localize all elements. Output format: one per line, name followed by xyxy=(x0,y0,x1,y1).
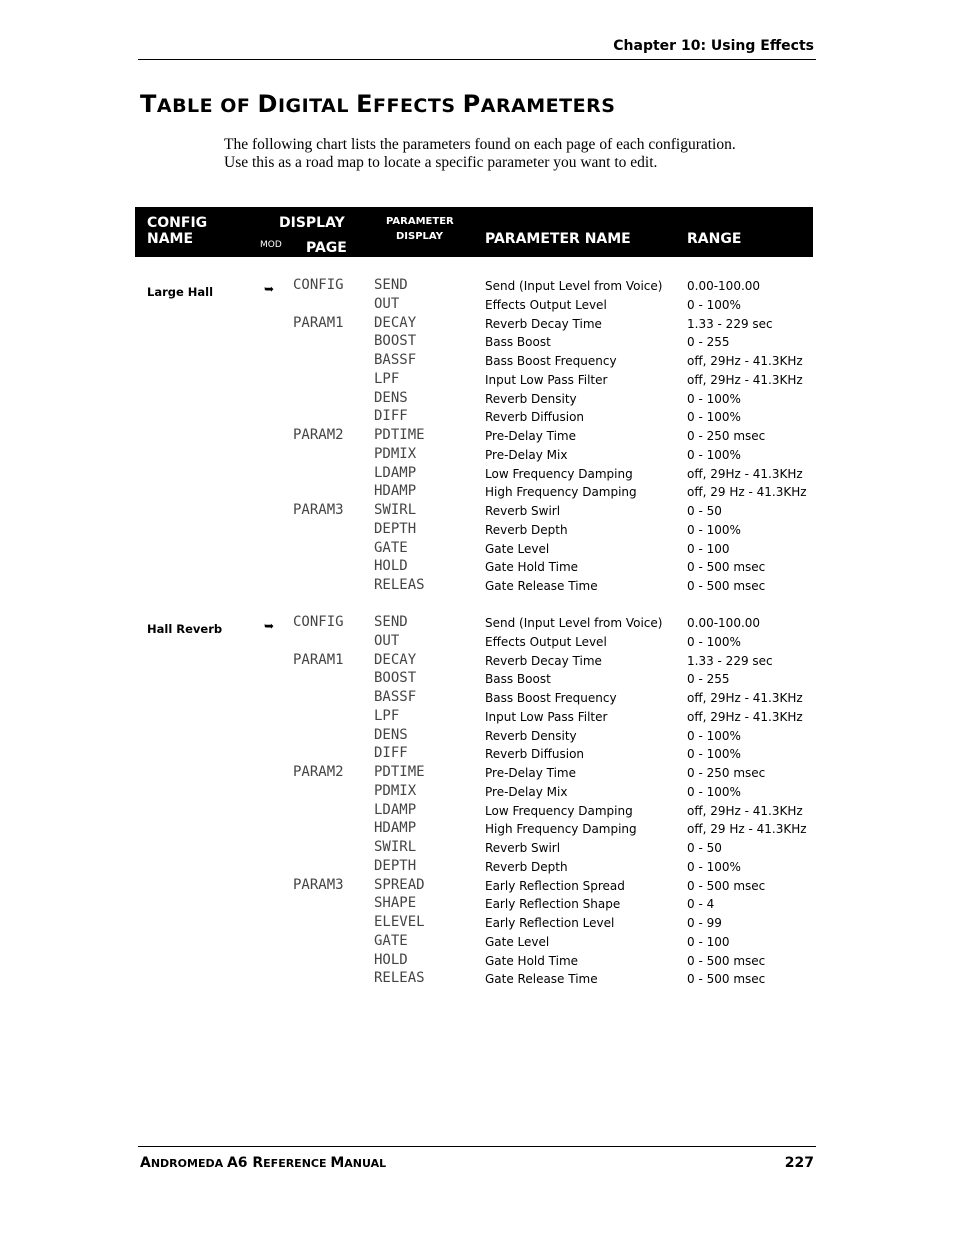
row-parameter-name: Effects Output Level xyxy=(485,297,607,312)
row-range: 0 - 50 xyxy=(687,504,722,518)
row-parameter-name: Reverb Depth xyxy=(485,522,568,537)
row-display: BOOST xyxy=(374,333,417,350)
footer-model: A6 xyxy=(226,1155,253,1171)
row-display: PDMIX xyxy=(374,445,417,462)
row-display: BASSF xyxy=(374,352,417,368)
row-display: LPF xyxy=(374,707,400,724)
row-page: PARAM2 xyxy=(293,427,344,443)
table-row xyxy=(0,521,954,540)
row-display: RELEAS xyxy=(374,577,425,593)
row-range: 0 - 100% xyxy=(687,447,741,462)
config-name: Hall Reverb xyxy=(147,622,223,636)
intro-line-1: The following chart lists the parameters found on each page of each configuration. xyxy=(224,136,736,153)
table-row xyxy=(0,820,954,839)
row-range: 0 - 50 xyxy=(687,841,722,855)
table-row xyxy=(0,783,954,802)
th-param-display: DISPLAY xyxy=(396,231,443,242)
row-page: CONFIG xyxy=(293,277,344,293)
table-row xyxy=(0,839,954,858)
row-display: LDAMP xyxy=(374,464,417,481)
row-page: PARAM3 xyxy=(293,876,344,893)
table-row xyxy=(0,371,954,390)
page-number: 227 xyxy=(784,1155,814,1171)
intro-line-2: Use this as a road map to locate a specific parameter you want to edit. xyxy=(224,154,658,171)
mod-arrow-icon: ➥ xyxy=(264,282,275,296)
row-display: HDAMP xyxy=(374,483,417,500)
row-display: DECAY xyxy=(374,314,417,331)
row-display: GATE xyxy=(374,539,408,556)
row-parameter-name: Reverb Swirl xyxy=(485,504,561,518)
row-display: DECAY xyxy=(374,651,417,668)
row-range: 0 - 99 xyxy=(687,916,722,930)
row-parameter-name: Pre-Delay Mix xyxy=(485,447,568,462)
header-rule xyxy=(138,59,816,60)
row-range: 0 - 100 xyxy=(687,934,730,949)
row-parameter-name: Reverb Density xyxy=(485,391,577,406)
footer-cap-2: R xyxy=(252,1155,264,1171)
row-parameter-name: Bass Boost Frequency xyxy=(485,354,617,368)
row-display: PDMIX xyxy=(374,782,417,799)
table-row xyxy=(0,933,954,952)
title-rest-1: ABLE OF xyxy=(156,95,258,117)
row-parameter-name: Bass Boost Frequency xyxy=(485,691,617,705)
footer-rest-3: ANUAL xyxy=(344,1157,387,1170)
row-range: off, 29Hz - 41.3KHz xyxy=(687,803,803,818)
page-title xyxy=(140,90,615,118)
th-config: CONFIG xyxy=(147,215,208,231)
footer-rest-1: NDROMEDA xyxy=(150,1157,227,1170)
title-cap-4: P xyxy=(462,90,481,118)
table-row xyxy=(0,877,954,896)
row-range: 1.33 - 229 sec xyxy=(687,653,773,668)
row-range: 0.00-100.00 xyxy=(687,616,761,630)
table-row xyxy=(0,633,954,652)
table-row xyxy=(0,333,954,352)
row-parameter-name: Low Frequency Damping xyxy=(485,803,633,818)
row-range: off, 29Hz - 41.3KHz xyxy=(687,354,803,368)
row-parameter-name: Pre-Delay Time xyxy=(485,429,577,443)
th-parameter-name: PARAMETER NAME xyxy=(485,231,631,247)
row-range: off, 29 Hz - 41.3KHz xyxy=(687,822,807,837)
row-range: 0 - 100% xyxy=(687,634,741,649)
row-parameter-name: Early Reflection Shape xyxy=(485,897,621,912)
row-range: 0 - 250 msec xyxy=(687,766,766,780)
chapter-header: Chapter 10: Using Effects xyxy=(613,38,814,54)
config-name: Large Hall xyxy=(147,285,214,299)
row-parameter-name: Pre-Delay Time xyxy=(485,766,577,780)
row-range: 0 - 100% xyxy=(687,297,741,312)
table-row xyxy=(0,408,954,427)
row-display: BASSF xyxy=(374,689,417,705)
row-range: 0 - 500 msec xyxy=(687,972,766,987)
table-row xyxy=(0,802,954,821)
row-display: HOLD xyxy=(374,558,408,575)
table-row xyxy=(0,708,954,727)
row-parameter-name: Reverb Decay Time xyxy=(485,653,602,668)
table-row xyxy=(0,895,954,914)
table-row xyxy=(0,858,954,877)
row-range: 0 - 100% xyxy=(687,747,741,762)
table-row xyxy=(0,764,954,783)
row-range: 0 - 500 msec xyxy=(687,878,766,893)
row-display: SWIRL xyxy=(374,839,417,855)
table-row xyxy=(0,670,954,689)
row-display: DENS xyxy=(374,726,408,743)
row-display: LDAMP xyxy=(374,801,417,818)
th-page: PAGE xyxy=(306,240,347,256)
row-range: 0 - 500 msec xyxy=(687,953,766,968)
table-header xyxy=(135,207,813,257)
th-name: NAME xyxy=(147,231,194,247)
title-cap-3: E xyxy=(356,90,373,118)
table-row xyxy=(0,446,954,465)
row-parameter-name: Bass Boost xyxy=(485,335,551,350)
row-parameter-name: Input Low Pass Filter xyxy=(485,372,608,387)
footer-rest-2: EFERENCE xyxy=(263,1157,331,1170)
row-parameter-name: Reverb Depth xyxy=(485,859,568,874)
row-parameter-name: High Frequency Damping xyxy=(485,485,637,500)
table-row xyxy=(0,540,954,559)
th-range: RANGE xyxy=(687,231,742,247)
table-row xyxy=(0,427,954,446)
table-row xyxy=(0,465,954,484)
footer-rule xyxy=(138,1146,816,1147)
row-range: 0 - 100% xyxy=(687,410,741,425)
table-row xyxy=(0,614,954,633)
title-rest-2: IGITAL xyxy=(277,95,357,117)
row-parameter-name: Gate Level xyxy=(485,541,550,556)
mod-arrow-icon: ➥ xyxy=(264,619,275,633)
row-parameter-name: High Frequency Damping xyxy=(485,822,637,837)
row-display: ELEVEL xyxy=(374,914,425,930)
row-range: off, 29Hz - 41.3KHz xyxy=(687,691,803,705)
row-parameter-name: Send (Input Level from Voice) xyxy=(485,616,663,630)
table-row xyxy=(0,390,954,409)
title-rest-4: ARAMETERS xyxy=(480,95,616,117)
table-row xyxy=(0,727,954,746)
row-range: 0 - 255 xyxy=(687,335,730,350)
table-row xyxy=(0,970,954,989)
row-parameter-name: Input Low Pass Filter xyxy=(485,709,608,724)
th-display: DISPLAY xyxy=(279,215,345,231)
row-display: HDAMP xyxy=(374,820,417,837)
table-row xyxy=(0,315,954,334)
row-range: 1.33 - 229 sec xyxy=(687,316,773,331)
row-display: PDTIME xyxy=(374,764,425,780)
intro-paragraph xyxy=(224,136,804,172)
row-display: PDTIME xyxy=(374,427,425,443)
row-display: SEND xyxy=(374,277,408,293)
footer-cap-1: A xyxy=(140,1155,151,1171)
row-range: 0 - 250 msec xyxy=(687,429,766,443)
row-parameter-name: Reverb Diffusion xyxy=(485,410,585,425)
row-range: 0 - 500 msec xyxy=(687,560,766,575)
footer-cap-3: M xyxy=(330,1155,345,1171)
table-row xyxy=(0,652,954,671)
row-display: SEND xyxy=(374,614,408,630)
row-parameter-name: Gate Level xyxy=(485,934,550,949)
row-range: 0 - 100% xyxy=(687,859,741,874)
row-display: DEPTH xyxy=(374,520,417,537)
title-cap-2: D xyxy=(257,90,278,118)
table-row xyxy=(0,352,954,371)
row-display: HOLD xyxy=(374,951,408,968)
row-display: SHAPE xyxy=(374,895,417,912)
th-parameter: PARAMETER xyxy=(386,216,454,227)
table-row xyxy=(0,952,954,971)
table-row xyxy=(0,745,954,764)
row-display: BOOST xyxy=(374,670,417,687)
table-row xyxy=(0,558,954,577)
row-display: SPREAD xyxy=(374,876,425,893)
row-parameter-name: Gate Release Time xyxy=(485,972,598,987)
row-range: off, 29Hz - 41.3KHz xyxy=(687,466,803,481)
row-page: CONFIG xyxy=(293,614,344,630)
row-parameter-name: Reverb Diffusion xyxy=(485,747,585,762)
table-row xyxy=(0,296,954,315)
row-range: 0 - 500 msec xyxy=(687,579,766,593)
row-range: 0 - 100% xyxy=(687,784,741,799)
row-range: 0 - 100% xyxy=(687,391,741,406)
row-range: 0 - 4 xyxy=(687,897,715,912)
table-row xyxy=(0,277,954,296)
row-range: 0 - 100% xyxy=(687,522,741,537)
table-row xyxy=(0,483,954,502)
row-range: off, 29 Hz - 41.3KHz xyxy=(687,485,807,500)
row-display: DEPTH xyxy=(374,857,417,874)
row-parameter-name: Send (Input Level from Voice) xyxy=(485,279,663,293)
table-row xyxy=(0,577,954,596)
row-parameter-name: Reverb Swirl xyxy=(485,841,561,855)
row-page: PARAM3 xyxy=(293,502,344,518)
row-display: DIFF xyxy=(374,745,408,762)
table-row xyxy=(0,914,954,933)
row-display: OUT xyxy=(374,295,400,312)
row-range: 0.00-100.00 xyxy=(687,279,761,293)
table-row xyxy=(0,502,954,521)
table-row xyxy=(0,689,954,708)
row-display: GATE xyxy=(374,932,408,949)
row-page: PARAM1 xyxy=(293,651,344,668)
row-parameter-name: Gate Release Time xyxy=(485,579,598,593)
row-parameter-name: Reverb Decay Time xyxy=(485,316,602,331)
row-page: PARAM2 xyxy=(293,764,344,780)
th-mod: MOD xyxy=(260,240,282,250)
row-parameter-name: Pre-Delay Mix xyxy=(485,784,568,799)
row-parameter-name: Reverb Density xyxy=(485,728,577,743)
row-parameter-name: Bass Boost xyxy=(485,672,551,687)
row-range: 0 - 100% xyxy=(687,728,741,743)
row-display: OUT xyxy=(374,632,400,649)
row-parameter-name: Gate Hold Time xyxy=(485,953,579,968)
row-range: off, 29Hz - 41.3KHz xyxy=(687,372,803,387)
row-parameter-name: Gate Hold Time xyxy=(485,560,579,575)
row-range: off, 29Hz - 41.3KHz xyxy=(687,709,803,724)
row-parameter-name: Low Frequency Damping xyxy=(485,466,633,481)
row-display: DIFF xyxy=(374,408,408,425)
row-parameter-name: Effects Output Level xyxy=(485,634,607,649)
title-rest-3: FFECTS xyxy=(373,95,463,117)
title-cap-1: T xyxy=(140,90,157,118)
row-display: LPF xyxy=(374,370,400,387)
row-display: SWIRL xyxy=(374,502,417,518)
row-page: PARAM1 xyxy=(293,314,344,331)
row-range: 0 - 255 xyxy=(687,672,730,687)
row-display: DENS xyxy=(374,389,408,406)
row-parameter-name: Early Reflection Spread xyxy=(485,878,625,893)
row-display: RELEAS xyxy=(374,970,425,987)
row-range: 0 - 100 xyxy=(687,541,730,556)
row-parameter-name: Early Reflection Level xyxy=(485,916,615,930)
footer-manual-title xyxy=(140,1155,386,1171)
